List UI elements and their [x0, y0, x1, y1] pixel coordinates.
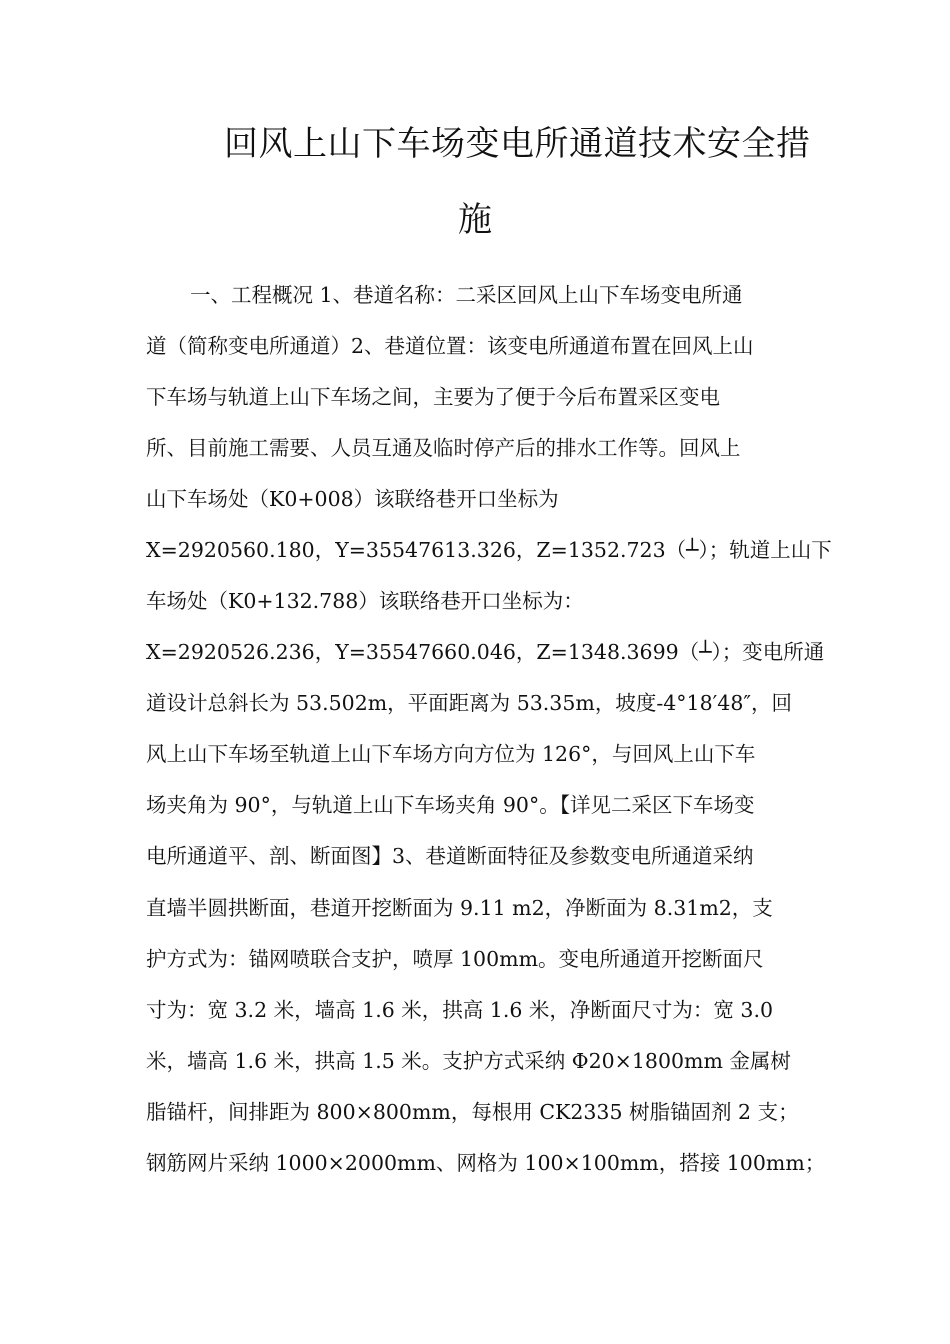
body-line-9: 道设计总斜长为 53.502m，平面距离为 53.35m，坡度-4°18′48″，回 [146, 691, 793, 715]
body-line-6: X=2920560.180，Y=35547613.326，Z=1352.723（┴）；轨道上山下 [146, 538, 832, 562]
body-line-17: 脂锚杆，间排距为 800×800mm，每根用 CK2335 树脂锚固剂 2 支； [146, 1100, 799, 1124]
body-line-12: 电所通道平、剖、断面图】3、巷道断面特征及参数变电所通道采纳 [146, 844, 754, 868]
body-line-1: 一、工程概况 1、巷道名称：二采区回风上山下车场变电所通 [190, 283, 743, 307]
body-line-10: 风上山下车场至轨道上山下车场方向方位为 126°，与回风上山下车 [146, 742, 756, 766]
body-line-16: 米，墙高 1.6 米，拱高 1.5 米。支护方式采纳 Φ20×1800mm 金属树 [146, 1049, 791, 1073]
body-line-11: 场夹角为 90°，与轨道上山下车场夹角 90°。【详见二采区下车场变 [146, 793, 755, 817]
body-line-8: X=2920526.236，Y=35547660.046，Z=1348.3699（┴）；变电所通 [146, 640, 825, 664]
body-line-5: 山下车场处（K0+008）该联络巷开口坐标为 [146, 487, 559, 511]
body-line-3: 下车场与轨道上山下车场之间，主要为了便于今后布置采区变电 [146, 385, 720, 409]
body-line-18: 钢筋网片采纳 1000×2000mm、网格为 100×100mm，搭接 100mm； [146, 1151, 826, 1175]
body-line-14: 护方式为：锚网喷联合支护，喷厚 100mm。变电所通道开挖断面尺 [146, 947, 764, 971]
document-title-line-1: 回风上山下车场变电所通道技术安全措 [224, 124, 811, 164]
body-line-2: 道（简称变电所通道）2、巷道位置：该变电所通道布置在回风上山 [146, 334, 754, 358]
document-title-line-2: 施 [458, 200, 493, 240]
body-line-15: 寸为：宽 3.2 米，墙高 1.6 米，拱高 1.6 米，净断面尺寸为：宽 3.0 [146, 998, 774, 1022]
body-line-4: 所、目前施工需要、人员互通及临时停产后的排水工作等。回风上 [146, 436, 741, 460]
body-line-7: 车场处（K0+132.788）该联络巷开口坐标为： [146, 589, 584, 613]
body-line-13: 直墙半圆拱断面，巷道开挖断面为 9.11 m2，净断面为 8.31m2，支 [146, 896, 773, 920]
